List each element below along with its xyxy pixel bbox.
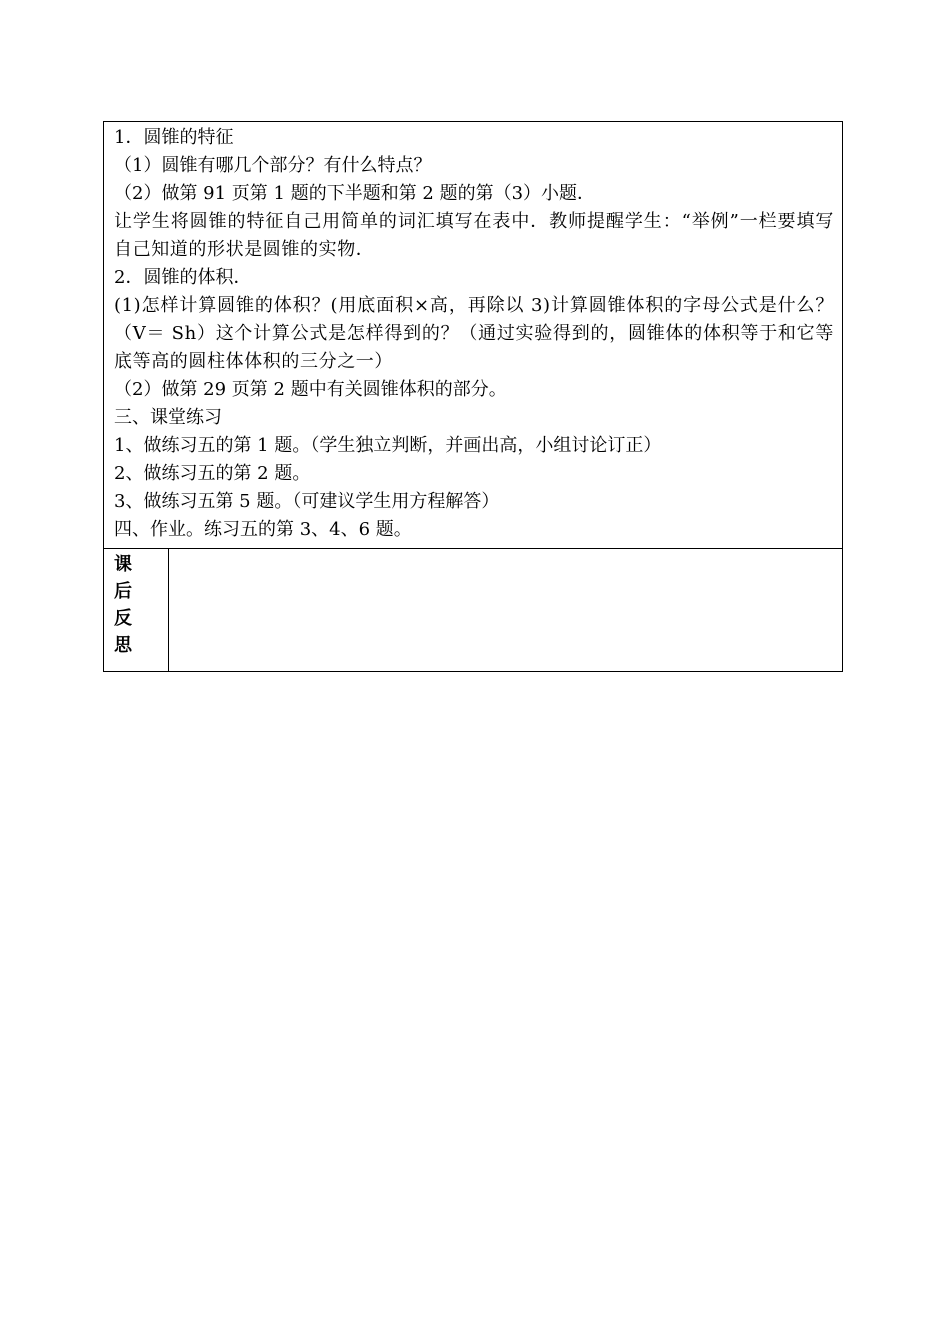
paragraph-student-fill-table: 让学生将圆锥的特征自己用简单的词汇填写在表中．教师提醒学生：“举例”一栏要填写自己知道的形状是圆锥的实物． [114,211,835,260]
question-cone-parts: （1）圆锥有哪几个部分？有什么特点？ [114,155,432,176]
reflection-label-cell [104,549,169,672]
reflection-label-char-3: 反 [114,608,132,629]
teaching-content-cell [104,122,843,549]
homework-line: 四、作业。练习五的第 3、4、6 题。 [114,519,412,540]
practice-item-1: 1、做练习五的第 1 题。（学生独立判断，并画出高，小组讨论订正） [114,435,662,456]
reflection-label-char-4: 思 [114,635,132,656]
reflection-label-char-1: 课 [114,554,132,575]
reflection-row [104,549,843,672]
section-heading-cone-features: 1．圆锥的特征 [114,127,234,148]
practice-item-2: 2、做练习五的第 2 题。 [114,463,311,484]
section-heading-classroom-practice: 三、课堂练习 [114,407,222,428]
teaching-content-row [104,122,843,549]
paragraph-volume-formula: (1)怎样计算圆锥的体积？(用底面积×高，再除以 3)计算圆锥体积的字母公式是什么？（V＝ Sh）这个计算公式是怎样得到的？（通过实验得到的，圆锥体的体积等于和它等底等高的圆柱体体积的三分之一） [114,295,835,372]
reflection-label-char-2: 后 [114,581,132,602]
practice-item-3: 3、做练习五第 5 题。（可建议学生用方程解答） [114,491,500,512]
exercise-page-29: （2）做第 29 页第 2 题中有关圆锥体积的部分。 [114,379,507,400]
exercise-page-91: （2）做第 91 页第 1 题的下半题和第 2 题的第（3）小题． [114,183,596,204]
reflection-content-cell [169,549,843,672]
section-heading-cone-volume: 2．圆锥的体积． [114,267,252,288]
lesson-plan-table [103,121,843,672]
